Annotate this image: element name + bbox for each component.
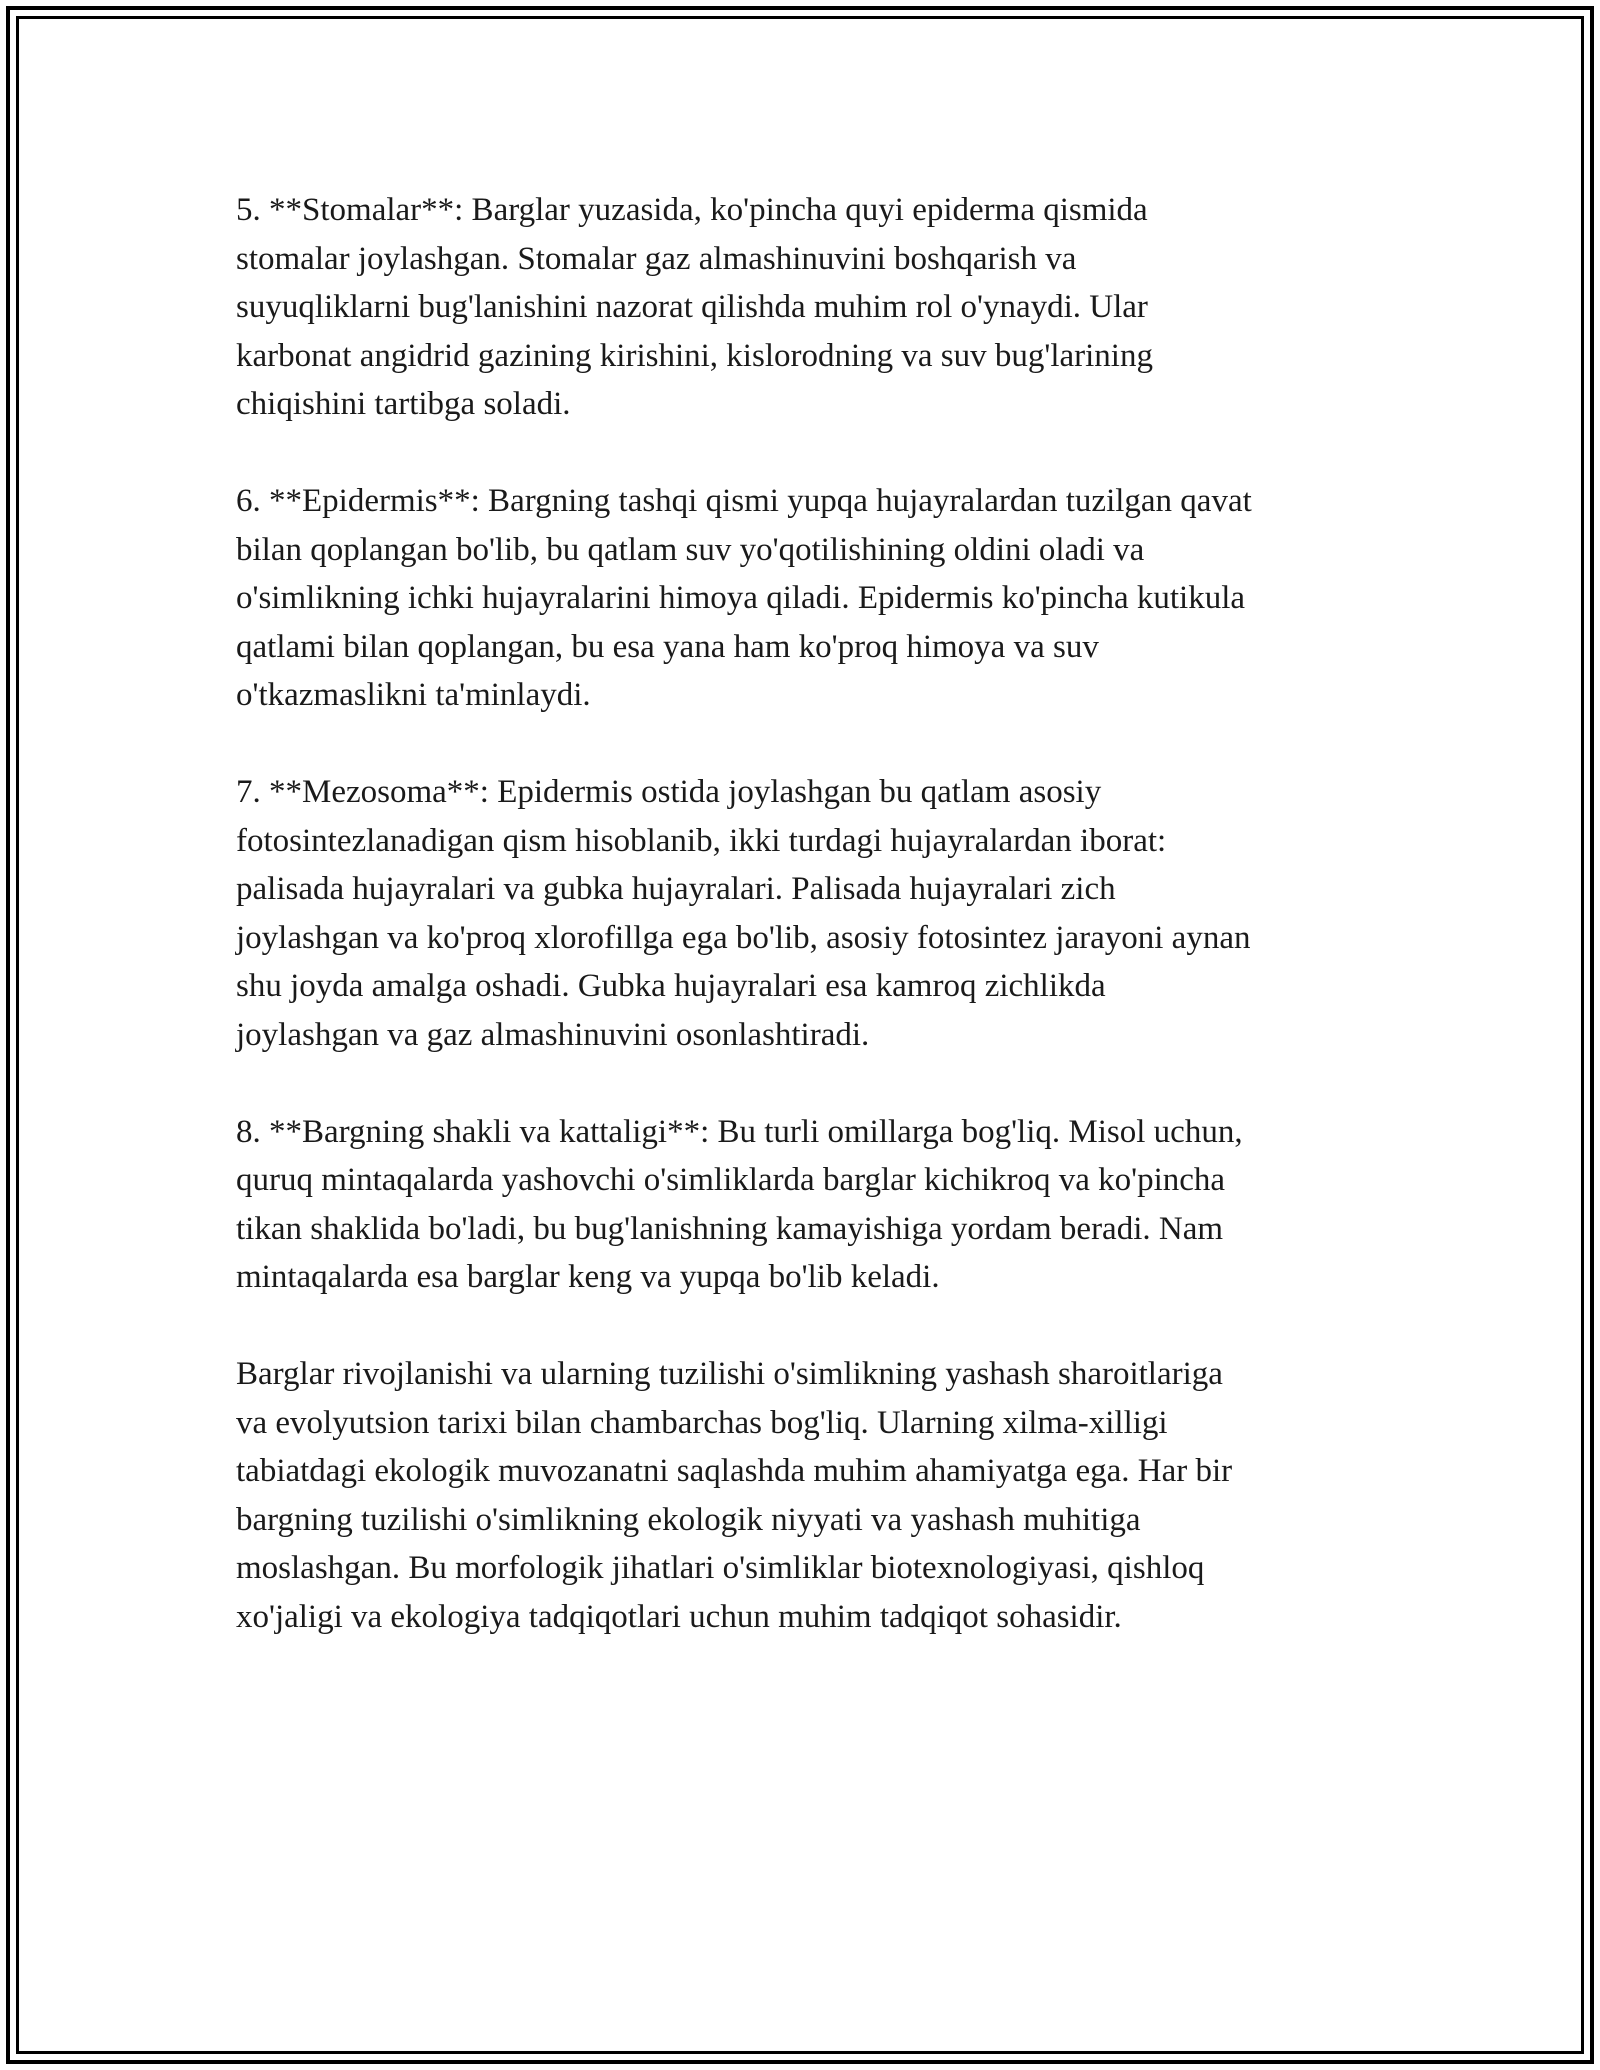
paragraph-stomalar: 5. **Stomalar**: Barglar yuzasida, ko'pincha quyi epiderma qismida stomalar joylashgan. Stomalar gaz almashinuvini boshqarish va suyuqliklarni bug'lanishini nazorat qilishda muhim rol o'ynaydi. Ular karbonat angidrid gazining kirishini, kislorodning va suv bug'larining chiqishini tartibga soladi. [236,192,1153,422]
paragraph-bargning-shakli: 8. **Bargning shakli va kattaligi**: Bu turli omillarga bog'liq. Misol uchun, quruq mintaqalarda yashovchi o'simliklarda barglar kichikroq va ko'pincha tikan shaklida bo'ladi, bu bug'lanishning kamayishiga yordam beradi. Nam mintaqalarda esa barglar keng va yupqa bo'lib keladi. [236,1113,1243,1295]
document-body [236,186,1376,1690]
paragraph-mezosoma: 7. **Mezosoma**: Epidermis ostida joylashgan bu qatlam asosiy fotosintezlanadigan qism hisoblanib, ikki turdagi hujayralardan iborat: palisada hujayralari va gubka hujayralari. Palisada hujayralari zich joylashgan va ko'proq xlorofillga ega bo'lib, asosiy fotosintez jarayoni aynan shu joyda amalga oshadi. Gubka hujayralari esa kamroq zichlikda joylashgan va gaz almashinuvini osonlashtiradi. [236,774,1251,1053]
paragraph-conclusion: Barglar rivojlanishi va ularning tuzilishi o'simlikning yashash sharoitlariga va evolyutsion tarixi bilan chambarchas bog'liq. Ularning xilma-xilligi tabiatdagi ekologik muvozanatni saqlashda muhim ahamiyatga ega. Har bir bargning tuzilishi o'simlikning ekologik niyyati va yashash muhitiga moslashgan. Bu morfologik jihatlari o'simliklar biotexnologiyasi, qishloq xo'jaligi va ekologiya tadqiqotlari uchun muhim tadqiqot sohasidir. [236,1356,1233,1635]
paragraph-epidermis: 6. **Epidermis**: Bargning tashqi qismi yupqa hujayralardan tuzilgan qavat bilan qoplangan bo'lib, bu qatlam suv yo'qotilishining oldini oladi va o'simlikning ichki hujayralarini himoya qiladi. Epidermis ko'pincha kutikula qatlami bilan qoplangan, bu esa yana ham ko'proq himoya va suv o'tkazmaslikni ta'minlaydi. [236,483,1252,713]
